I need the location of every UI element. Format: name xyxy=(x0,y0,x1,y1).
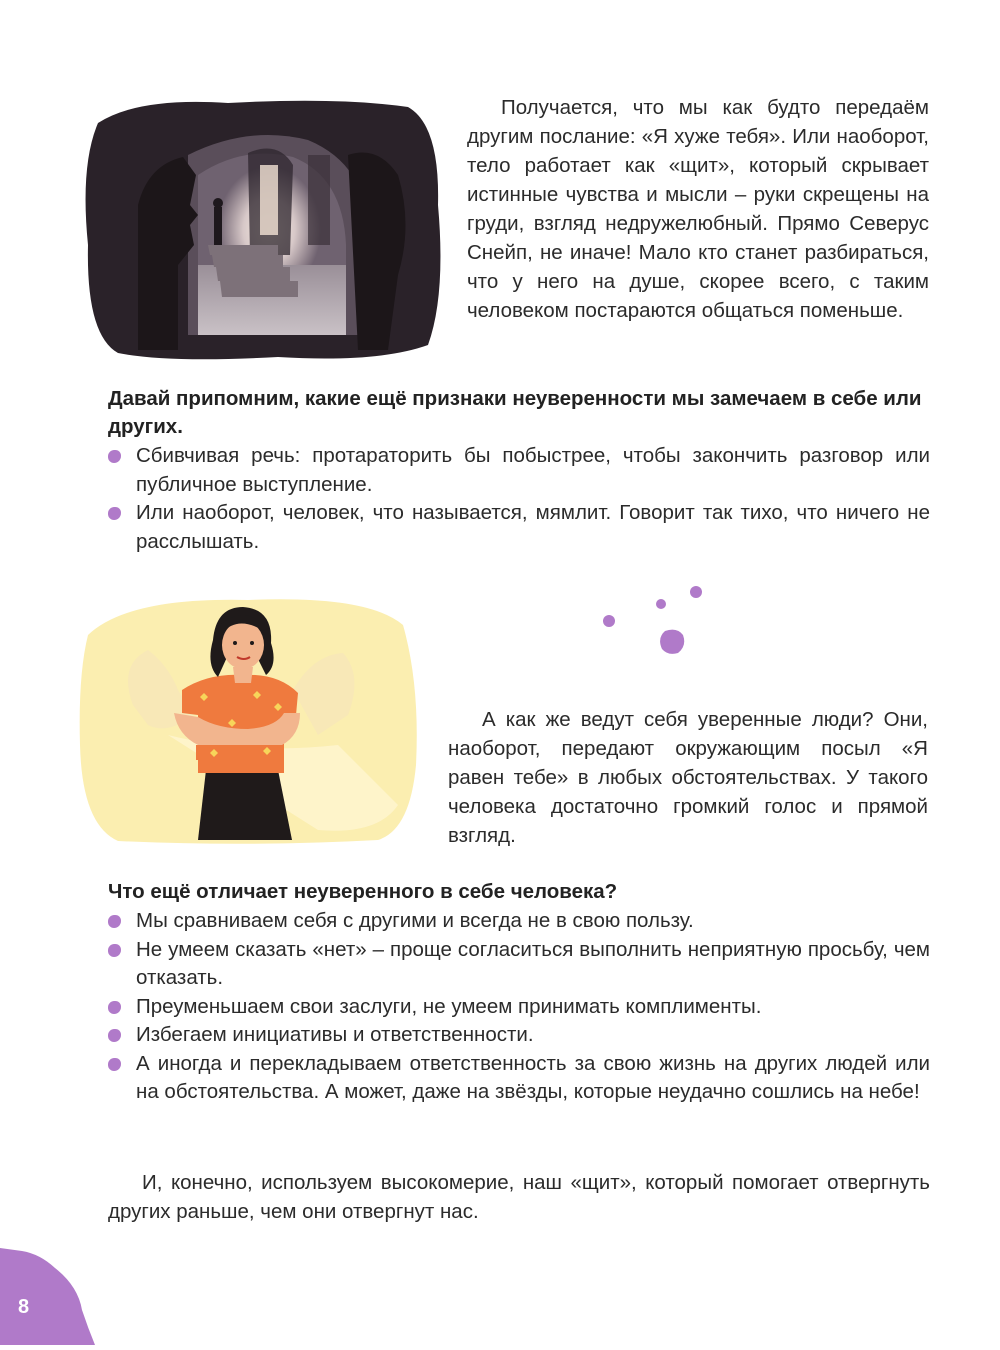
confident-woman-illustration xyxy=(78,595,420,845)
closing-paragraph: И, конечно, используем высокомерие, наш «щит», который помогает отвергнуть других раньше, чем они отвергнут нас. xyxy=(108,1171,930,1223)
section1-heading: Давай припомним, какие ещё признаки неуверенности мы замечаем в себе или других. xyxy=(108,387,922,438)
section1-list xyxy=(108,442,930,556)
bullet-icon xyxy=(108,1001,121,1014)
bullet-icon xyxy=(108,507,121,520)
list-item: Избегаем инициативы и ответственности. xyxy=(108,1021,930,1050)
list-item: Не умеем сказать «нет» – проще согласиться выполнить неприятную просьбу, чем отказать. xyxy=(108,936,930,993)
bullet-icon xyxy=(108,944,121,957)
list-item: Преуменьшаем свои заслуги, не умеем принимать комплименты. xyxy=(108,993,930,1022)
section2-heading: Что ещё отличает неуверенного в себе человека? xyxy=(108,880,618,903)
bullet-icon xyxy=(108,450,121,463)
list-item: Мы сравниваем себя с другими и всегда не в свою пользу. xyxy=(108,907,930,936)
bullet-icon xyxy=(108,1029,121,1042)
bullet-icon xyxy=(108,1058,121,1071)
list-item: Или наоборот, человек, что называется, мямлит. Говорит так тихо, что ничего не расслышать. xyxy=(108,499,930,556)
confident-paragraph: А как же ведут себя уверенные люди? Они, наоборот, передают окружающим посыл «Я равен тебе» в любых обстоятельствах. У такого человека достаточно громкий голос и прямой взгляд. xyxy=(448,708,928,847)
section2-list xyxy=(108,907,930,1107)
decorative-dots xyxy=(595,580,705,665)
page-number-tab xyxy=(0,1248,95,1345)
intro-paragraph: Получается, что мы как будто передаём другим послание: «Я хуже тебя». Или наоборот, тело работает как «щит», который скрывает истинные чувства и мысли – руки скрещены на груди, взгляд недружелюбный. Прямо Северус Снейп, не иначе! Мало кто станет разбираться, что у него на душе, скорее всего, с таким человеком постараются общаться поменьше. xyxy=(467,96,929,322)
head-silhouette-illustration xyxy=(78,95,446,363)
page-number: 8 xyxy=(18,1296,30,1318)
list-item: А иногда и перекладываем ответственность за свою жизнь на других людей или на обстоятельства. А может, даже на звёзды, которые неудачно сошлись на небе! xyxy=(108,1050,930,1107)
list-item: Сбивчивая речь: протараторить бы побыстрее, чтобы закончить разговор или публичное выступление. xyxy=(108,442,930,499)
bullet-icon xyxy=(108,915,121,928)
